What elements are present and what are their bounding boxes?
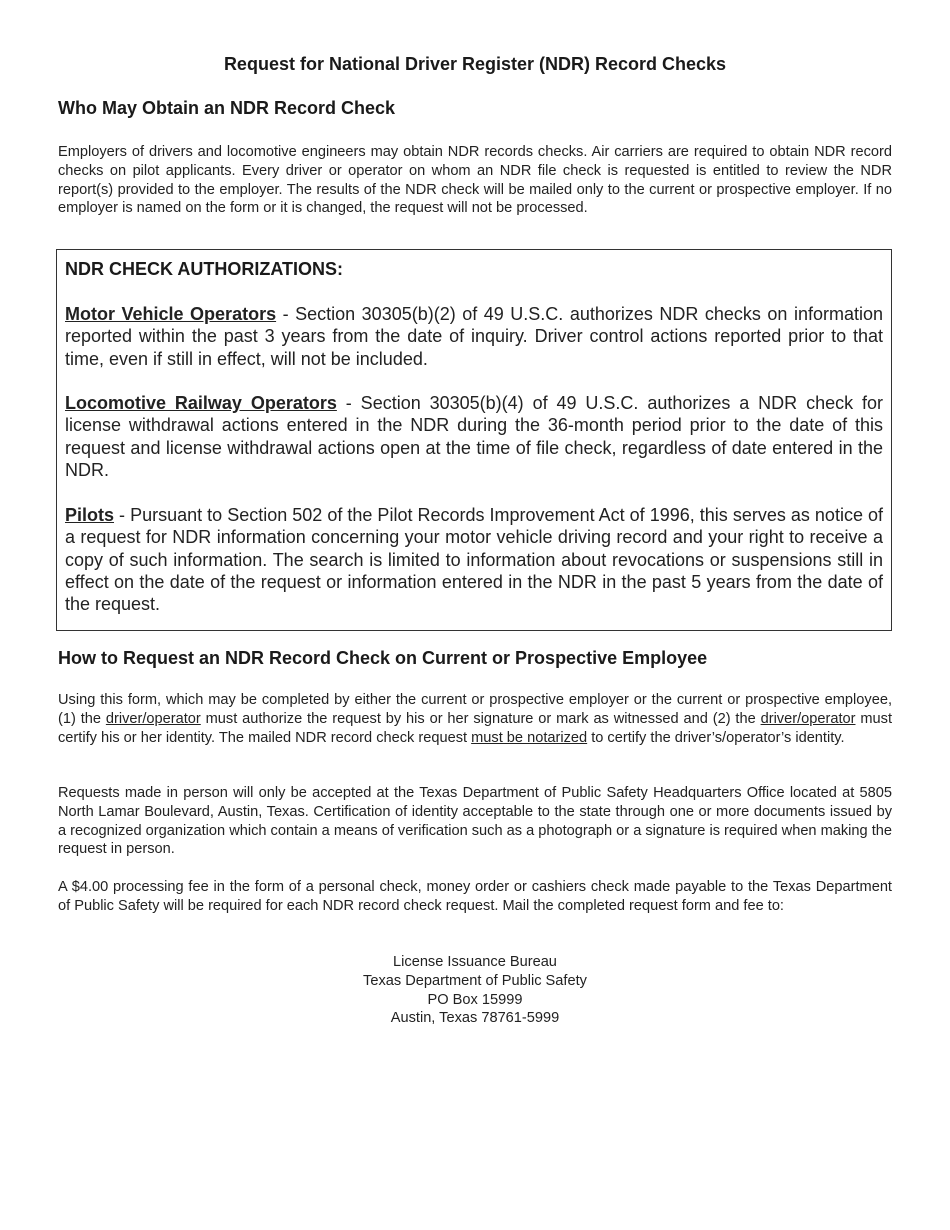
how-p1-underline-3: must be notarized bbox=[471, 729, 588, 746]
how-p1-text-b: must authorize the request by his or her signature or mark as witnessed and (2) the bbox=[200, 710, 761, 727]
auth-pilots bbox=[65, 504, 883, 615]
auth-term-motor-vehicle: Motor Vehicle Operators bbox=[65, 304, 277, 324]
auth-term-locomotive: Locomotive Railway Operators bbox=[65, 393, 337, 413]
auth-motor-vehicle bbox=[65, 303, 883, 370]
how-heading: How to Request an NDR Record Check on Current or Prospective Employee bbox=[58, 648, 708, 668]
auth-text-motor-vehicle: - Section 30305(b)(2) of 49 U.S.C. authorizes NDR checks on information reported within the past 3 years from the date of inquiry. Driver control actions reported prior to that time, even if still in effect, will not be included. bbox=[65, 304, 884, 369]
how-paragraph-3: A $4.00 processing fee in the form of a personal check, money order or cashiers check made payable to the Texas Department of Public Safety will be required for each NDR record check request. Mail the completed request form and fee to: bbox=[58, 879, 892, 914]
how-p1-underline-2: driver/operator bbox=[760, 710, 856, 727]
how-p1-underline-1: driver/operator bbox=[105, 710, 201, 727]
how-p1-text-d: to certify the driver’s/operator’s identity. bbox=[587, 729, 845, 746]
address-line-1: License Issuance Bureau bbox=[393, 954, 557, 970]
auth-text-locomotive: - Section 30305(b)(4) of 49 U.S.C. authorizes a NDR check for license withdrawal actions entered in the NDR during the 36-month period prior to the date of this request and license withdrawal actions open at the time of file check, regardless of date entered in the NDR. bbox=[65, 393, 884, 480]
auth-locomotive bbox=[65, 392, 883, 481]
how-paragraph-1 bbox=[58, 691, 892, 747]
auth-text-pilots: - Pursuant to Section 502 of the Pilot Records Improvement Act of 1996, this serves as notice of a request for NDR information concerning your motor vehicle driving record and your right to receive a copy of such information. The search is limited to information about revocations or suspensions still in effect on the date of the request or information entered in the NDR in the past 5 years from the date of the request. bbox=[65, 505, 883, 615]
authorizations-box bbox=[56, 249, 892, 631]
address-line-2: Texas Department of Public Safety bbox=[363, 972, 587, 989]
authorizations-heading: NDR CHECK AUTHORIZATIONS: bbox=[65, 259, 343, 279]
who-paragraph: Employers of drivers and locomotive engineers may obtain NDR records checks. Air carriers are required to obtain NDR record checks on pilot applicants. Every driver or operator on whom an NDR file check is requested is entitled to review the NDR report(s) provided to the employer. The results of the NDR check will be mailed only to the current or prospective employer. If no employer is named on the form or it is changed, the request will not be processed. bbox=[58, 144, 892, 217]
auth-term-pilots: Pilots bbox=[65, 505, 115, 525]
address-line-4: Austin, Texas 78761-5999 bbox=[390, 1010, 560, 1027]
address-line-3: PO Box 15999 bbox=[427, 991, 523, 1008]
page-title: Request for National Driver Register (NDR) Record Checks bbox=[223, 54, 727, 74]
how-paragraph-2: Requests made in person will only be accepted at the Texas Department of Public Safety Headquarters Office located at 5805 North Lamar Boulevard, Austin, Texas. Certification of identity acceptable to the state through one or more documents issued by a recognized organization which contain a means of verification such as a photograph or a signature is required when making the request in person. bbox=[58, 785, 892, 858]
who-heading: Who May Obtain an NDR Record Check bbox=[58, 98, 396, 118]
mailing-address bbox=[58, 953, 892, 1028]
how-p1-text-c: must certify his or her identity. The mailed NDR record check request bbox=[58, 710, 892, 746]
how-p1-text-a: Using this form, which may be completed by either the current or prospective employer or the current or prospective employee, (1) the bbox=[58, 692, 892, 727]
